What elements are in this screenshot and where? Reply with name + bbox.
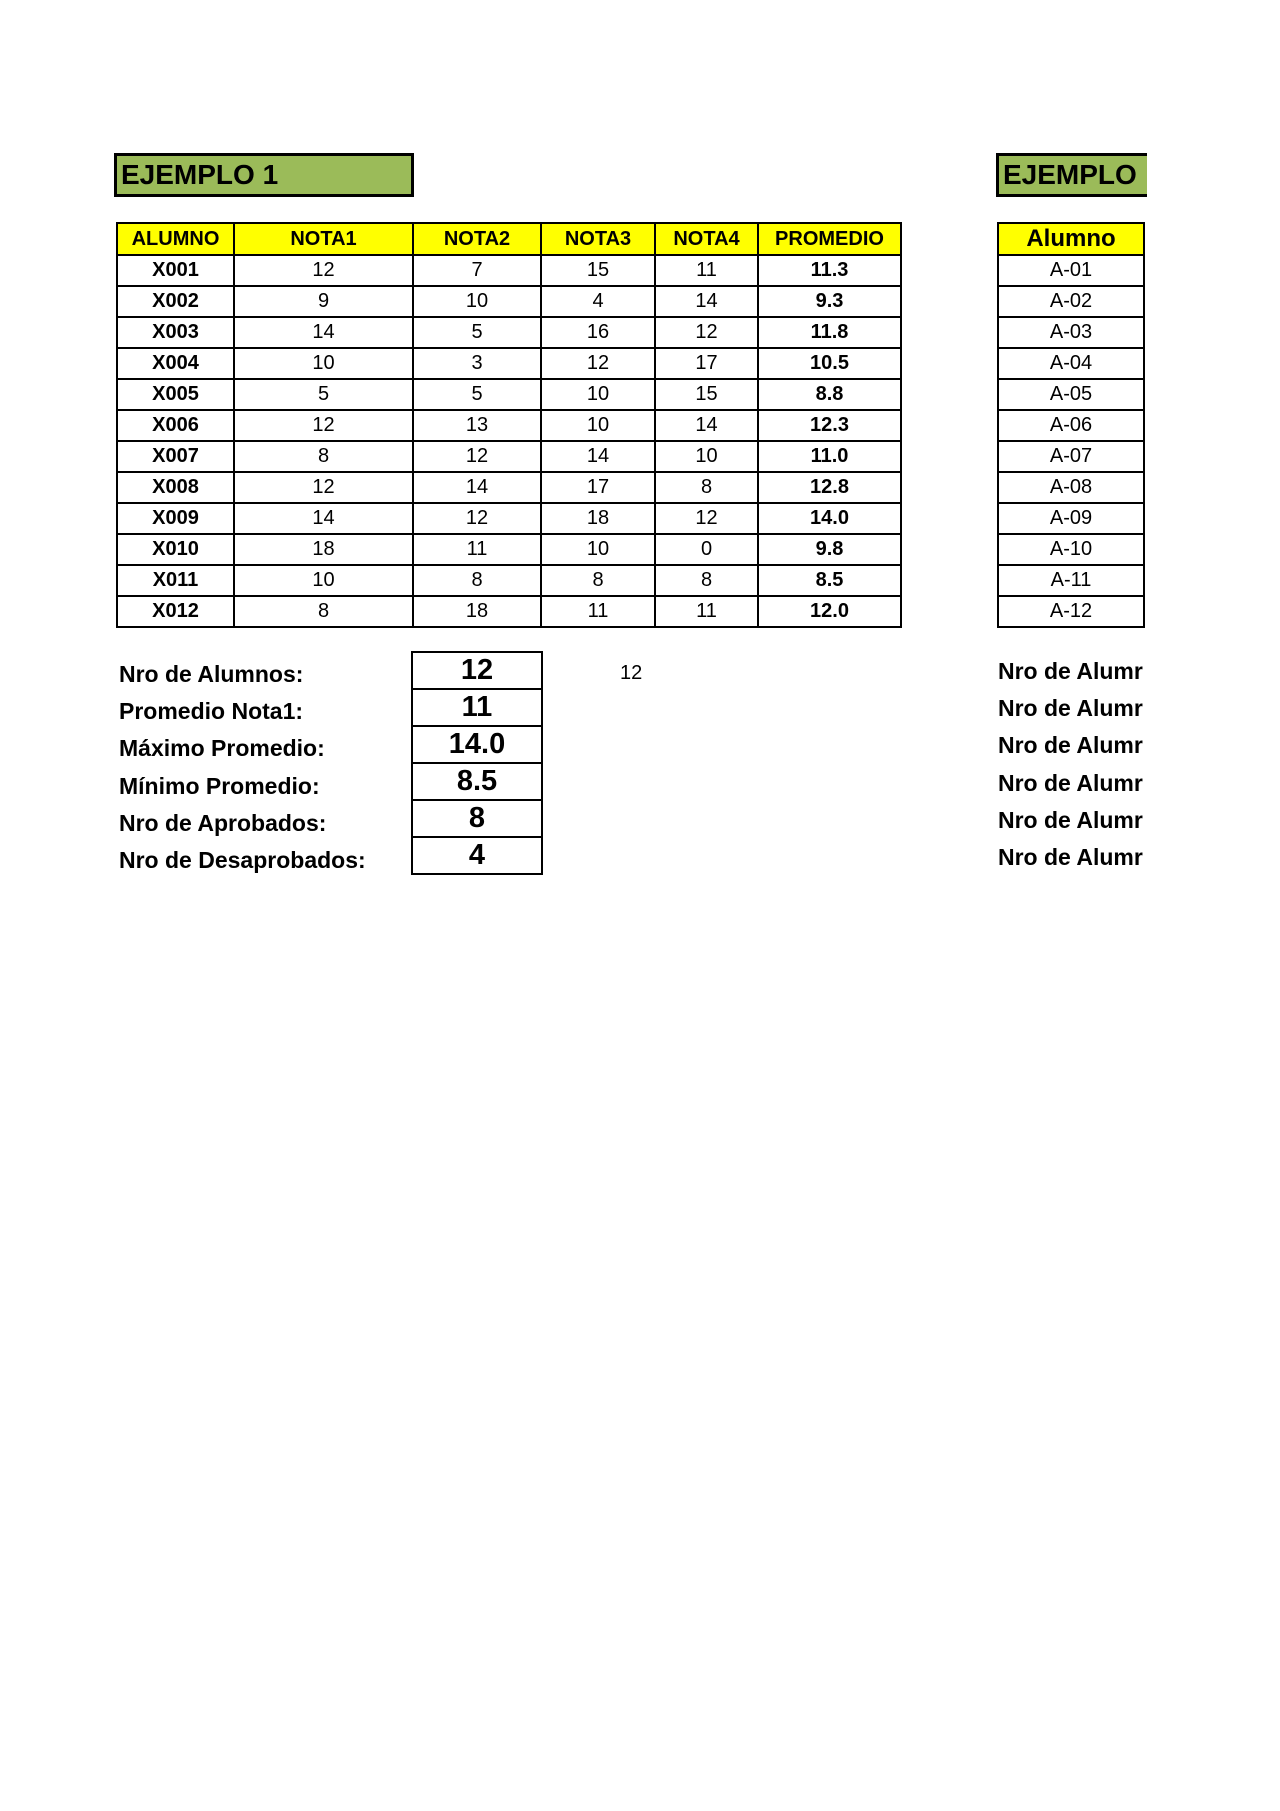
student-code: A-07 xyxy=(998,441,1144,472)
table-row xyxy=(117,472,901,503)
student-id: X006 xyxy=(117,410,234,441)
stat-label: Nro de Alumnos: xyxy=(119,661,304,687)
grade-value: 4 xyxy=(541,286,655,317)
grade-value: 15 xyxy=(541,255,655,286)
table-row xyxy=(117,565,901,596)
grade-value: 9 xyxy=(234,286,413,317)
average-value: 8.8 xyxy=(758,379,901,410)
grade-value: 14 xyxy=(234,503,413,534)
grade-value: 10 xyxy=(541,534,655,565)
table2-row xyxy=(998,472,1144,503)
stat-label-2: Nro de Alumr xyxy=(998,695,1143,722)
stats-values-table xyxy=(411,651,543,875)
grade-value: 13 xyxy=(413,410,541,441)
table2-row xyxy=(998,534,1144,565)
stat-label-2: Nro de Alumr xyxy=(998,843,1143,870)
stat-label-2: Nro de Alumr xyxy=(998,732,1143,759)
grade-value: 17 xyxy=(655,348,758,379)
student-id: X012 xyxy=(117,596,234,627)
table2-row xyxy=(998,503,1144,534)
grade-value: 5 xyxy=(234,379,413,410)
grade-value: 15 xyxy=(655,379,758,410)
student-id: X003 xyxy=(117,317,234,348)
table2-row xyxy=(998,441,1144,472)
grade-value: 8 xyxy=(655,472,758,503)
grade-value: 8 xyxy=(655,565,758,596)
example1-title: EJEMPLO 1 xyxy=(114,153,414,197)
header-alumno-2: Alumno xyxy=(998,223,1144,255)
grade-value: 3 xyxy=(413,348,541,379)
header-nota2: NOTA2 xyxy=(413,223,541,255)
stat-row xyxy=(412,689,542,726)
grade-value: 12 xyxy=(655,503,758,534)
stat-row xyxy=(412,726,542,763)
header-nota1: NOTA1 xyxy=(234,223,413,255)
table2-row xyxy=(998,379,1144,410)
average-value: 14.0 xyxy=(758,503,901,534)
student-id: X007 xyxy=(117,441,234,472)
grade-value: 18 xyxy=(413,596,541,627)
grade-value: 14 xyxy=(413,472,541,503)
table2-row xyxy=(998,348,1144,379)
grade-value: 14 xyxy=(234,317,413,348)
stat-label: Nro de Desaprobados: xyxy=(119,846,366,873)
table2-row xyxy=(998,317,1144,348)
stat-row xyxy=(412,652,542,689)
student-id: X010 xyxy=(117,534,234,565)
grade-value: 11 xyxy=(655,596,758,627)
table-row xyxy=(117,534,901,565)
stat-label: Máximo Promedio: xyxy=(119,735,325,762)
average-value: 12.8 xyxy=(758,472,901,503)
table-row xyxy=(117,596,901,627)
students-table-2 xyxy=(997,222,1145,628)
student-id: X011 xyxy=(117,565,234,596)
average-value: 9.3 xyxy=(758,286,901,317)
average-value: 11.0 xyxy=(758,441,901,472)
side-note: 12 xyxy=(620,662,643,684)
grade-value: 10 xyxy=(655,441,758,472)
grade-value: 12 xyxy=(655,317,758,348)
stat-value: 8 xyxy=(412,800,542,837)
grade-value: 12 xyxy=(234,472,413,503)
student-code: A-08 xyxy=(998,472,1144,503)
table-header-row xyxy=(117,223,901,255)
grade-value: 5 xyxy=(413,317,541,348)
table2-header-row xyxy=(998,223,1144,255)
average-value: 11.8 xyxy=(758,317,901,348)
student-code: A-04 xyxy=(998,348,1144,379)
stat-value: 12 xyxy=(412,652,542,689)
grade-value: 5 xyxy=(413,379,541,410)
student-code: A-11 xyxy=(998,565,1144,596)
grade-value: 8 xyxy=(541,565,655,596)
header-promedio: PROMEDIO xyxy=(758,223,901,255)
grade-value: 18 xyxy=(234,534,413,565)
stat-row xyxy=(412,837,542,874)
student-code: A-05 xyxy=(998,379,1144,410)
student-id: X008 xyxy=(117,472,234,503)
average-value: 10.5 xyxy=(758,348,901,379)
grade-value: 12 xyxy=(234,410,413,441)
header-alumno: ALUMNO xyxy=(117,223,234,255)
grade-value: 12 xyxy=(234,255,413,286)
grade-value: 8 xyxy=(234,596,413,627)
grade-value: 7 xyxy=(413,255,541,286)
student-code: A-01 xyxy=(998,255,1144,286)
stat-label-2: Nro de Alumr xyxy=(998,769,1143,796)
stat-label: Promedio Nota1: xyxy=(119,698,304,725)
grade-value: 12 xyxy=(413,503,541,534)
stat-row xyxy=(412,800,542,837)
average-value: 9.8 xyxy=(758,534,901,565)
table2-row xyxy=(998,596,1144,627)
student-code: A-03 xyxy=(998,317,1144,348)
stat-value: 8.5 xyxy=(412,763,542,800)
table2-row xyxy=(998,255,1144,286)
average-value: 12.3 xyxy=(758,410,901,441)
grade-value: 14 xyxy=(541,441,655,472)
grade-value: 14 xyxy=(655,286,758,317)
stat-row xyxy=(412,763,542,800)
student-id: X004 xyxy=(117,348,234,379)
stat-value: 4 xyxy=(412,837,542,874)
stats-labels xyxy=(119,656,409,879)
grade-value: 17 xyxy=(541,472,655,503)
student-id: X001 xyxy=(117,255,234,286)
grade-value: 16 xyxy=(541,317,655,348)
example2-title: EJEMPLO xyxy=(996,153,1147,197)
stat-value: 14.0 xyxy=(412,726,542,763)
grade-value: 8 xyxy=(413,565,541,596)
grade-value: 10 xyxy=(413,286,541,317)
table2-row xyxy=(998,410,1144,441)
table-row xyxy=(117,317,901,348)
stat-label: Nro de Aprobados: xyxy=(119,809,327,836)
student-id: X009 xyxy=(117,503,234,534)
grade-value: 14 xyxy=(655,410,758,441)
grade-value: 10 xyxy=(234,348,413,379)
average-value: 8.5 xyxy=(758,565,901,596)
table-row xyxy=(117,348,901,379)
example2-panel xyxy=(993,150,1147,910)
stat-label-2: Nro de Alumr xyxy=(998,658,1143,684)
stats-labels-2 xyxy=(998,653,1147,876)
stat-label-2: Nro de Alumr xyxy=(998,806,1143,833)
grades-table xyxy=(116,222,902,628)
student-code: A-06 xyxy=(998,410,1144,441)
grade-value: 8 xyxy=(234,441,413,472)
header-nota3: NOTA3 xyxy=(541,223,655,255)
table-row xyxy=(117,255,901,286)
student-id: X005 xyxy=(117,379,234,410)
grade-value: 12 xyxy=(413,441,541,472)
grade-value: 10 xyxy=(541,410,655,441)
table-row xyxy=(117,286,901,317)
average-value: 12.0 xyxy=(758,596,901,627)
grade-value: 10 xyxy=(234,565,413,596)
table-row xyxy=(117,379,901,410)
grade-value: 11 xyxy=(413,534,541,565)
table-row xyxy=(117,503,901,534)
student-code: A-12 xyxy=(998,596,1144,627)
header-nota4: NOTA4 xyxy=(655,223,758,255)
student-code: A-09 xyxy=(998,503,1144,534)
student-id: X002 xyxy=(117,286,234,317)
grade-value: 18 xyxy=(541,503,655,534)
table2-row xyxy=(998,565,1144,596)
grade-value: 0 xyxy=(655,534,758,565)
stat-value: 11 xyxy=(412,689,542,726)
student-code: A-02 xyxy=(998,286,1144,317)
table-row xyxy=(117,441,901,472)
table-row xyxy=(117,410,901,441)
stat-label: Mínimo Promedio: xyxy=(119,772,320,799)
average-value: 11.3 xyxy=(758,255,901,286)
grade-value: 11 xyxy=(655,255,758,286)
table2-row xyxy=(998,286,1144,317)
grade-value: 10 xyxy=(541,379,655,410)
grade-value: 11 xyxy=(541,596,655,627)
student-code: A-10 xyxy=(998,534,1144,565)
grade-value: 12 xyxy=(541,348,655,379)
